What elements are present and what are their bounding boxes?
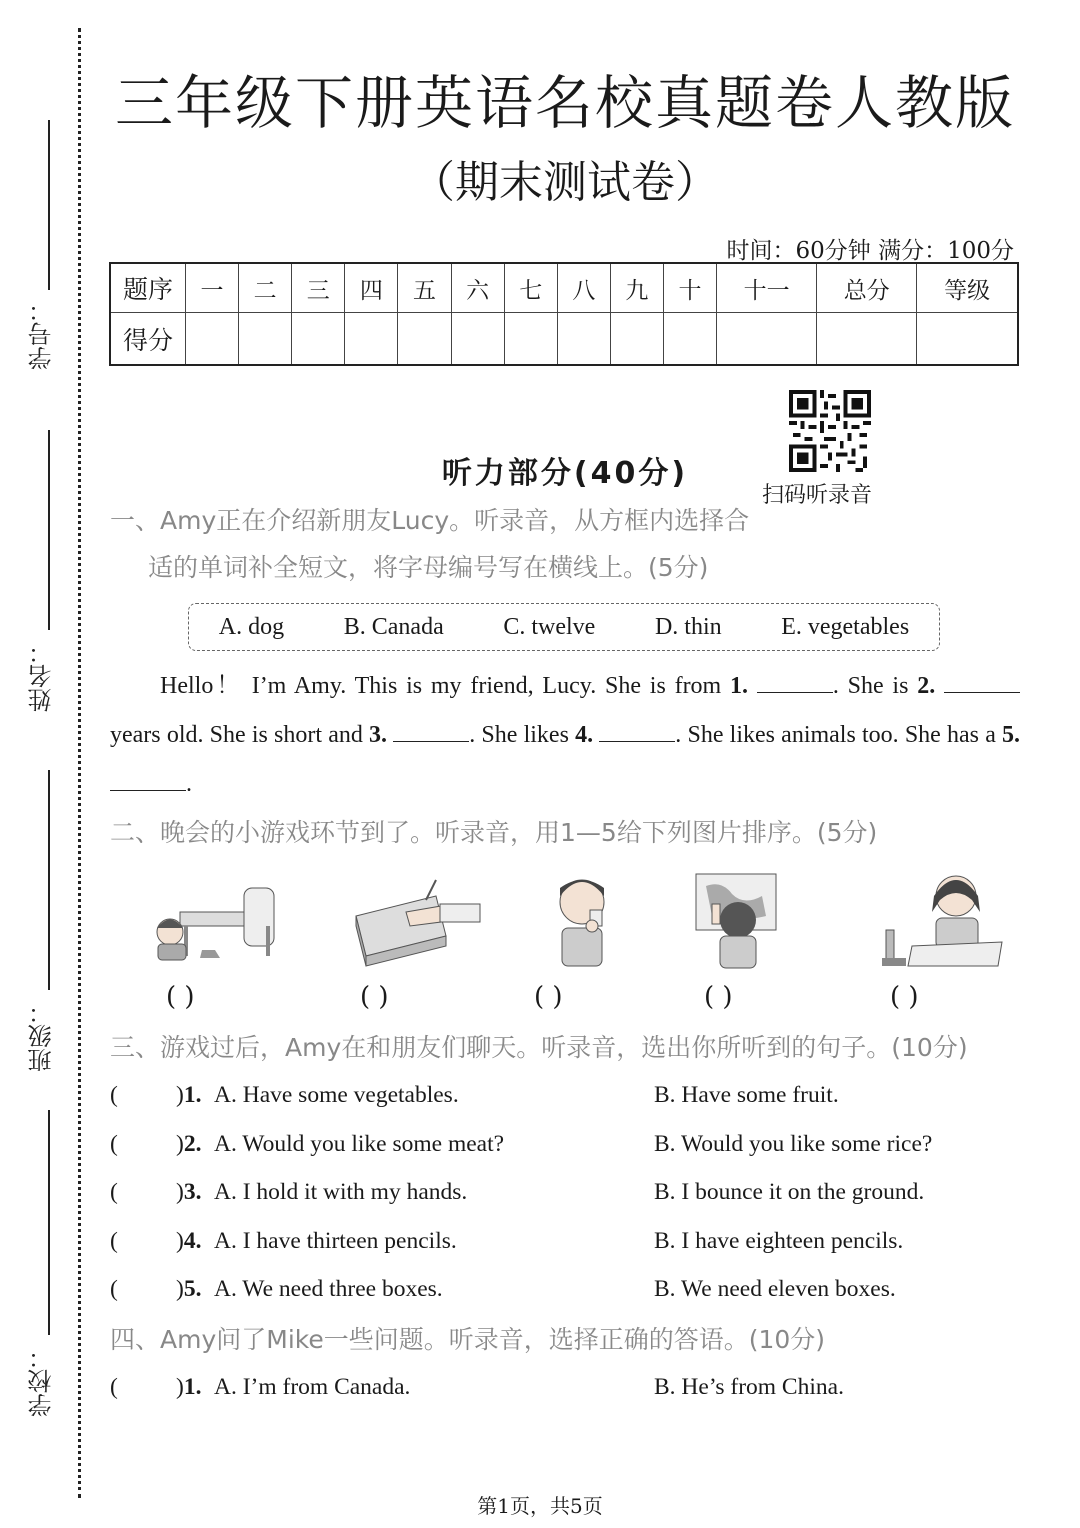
score-table-score-row bbox=[110, 313, 1018, 366]
score-cell bbox=[186, 313, 239, 366]
q3-item-1 bbox=[110, 1082, 1020, 1122]
option-a[interactable]: A. Have some vegetables. bbox=[214, 1082, 459, 1108]
hand-in-box-picture bbox=[346, 866, 486, 976]
score-col-11: 十一 bbox=[717, 263, 817, 313]
score-col-2: 二 bbox=[239, 263, 292, 313]
q2-answer-4[interactable]: ( ) bbox=[704, 982, 733, 1012]
q2-answer-1[interactable]: ( ) bbox=[166, 982, 195, 1012]
qr-caption: 扫码听录音 bbox=[762, 483, 873, 508]
answer-paren-left[interactable]: ( bbox=[110, 1228, 118, 1254]
passage-text: . She is bbox=[832, 673, 918, 699]
blank-number: 3. bbox=[369, 722, 388, 748]
q3-heading: 三、游戏过后，Amy在和朋友们聊天。听录音，选出你所听到的句子。(10分) bbox=[110, 1033, 968, 1062]
q3-item-3 bbox=[110, 1179, 1020, 1219]
option-b[interactable]: B. We need eleven boxes. bbox=[654, 1276, 896, 1302]
score-cell bbox=[817, 313, 917, 366]
score-col-total: 总分 bbox=[817, 263, 917, 313]
score-col-6: 六 bbox=[451, 263, 504, 313]
answer-paren-left[interactable]: ( bbox=[110, 1082, 118, 1108]
passage-text: years old. She is short and bbox=[110, 722, 370, 748]
blank-number: 5. bbox=[1002, 722, 1021, 748]
page-subtitle: （期末测试卷） bbox=[411, 157, 719, 208]
passage-text: . bbox=[186, 771, 192, 797]
option-a[interactable]: A. I hold it with my hands. bbox=[214, 1179, 468, 1205]
school-label: 学校： bbox=[28, 1345, 56, 1417]
q2-heading: 二、晚会的小游戏环节到了。听录音，用1—5给下列图片排序。(5分) bbox=[110, 818, 878, 847]
score-cell bbox=[398, 313, 451, 366]
passage-text: Hello！ I’m Amy. This is my friend, Lucy. She is from bbox=[160, 673, 731, 699]
score-col-grade: 等级 bbox=[917, 263, 1018, 313]
score-cell bbox=[345, 313, 398, 366]
student-id-label: 学号： bbox=[28, 298, 56, 370]
page-footer: 第1页，共5页 bbox=[477, 1494, 603, 1518]
answer-paren-right: )5. bbox=[176, 1276, 202, 1302]
q3-item-5 bbox=[110, 1276, 1020, 1316]
answer-blank-5[interactable] bbox=[110, 768, 186, 791]
binding-dotted-line bbox=[78, 28, 81, 1498]
listening-section-title: 听力部分(40分) bbox=[441, 456, 689, 491]
name-line bbox=[48, 430, 50, 630]
q1-option-d: D. thin bbox=[654, 613, 722, 640]
girl-painting-picture bbox=[872, 866, 1012, 976]
answer-blank-3[interactable] bbox=[393, 719, 469, 742]
boy-drinking-picture bbox=[512, 866, 652, 976]
blank-number: 1. bbox=[730, 673, 749, 699]
q2-answer-5[interactable]: ( ) bbox=[890, 982, 919, 1012]
answer-paren-left[interactable]: ( bbox=[110, 1131, 118, 1157]
answer-paren-right: )1. bbox=[176, 1374, 202, 1400]
score-cell bbox=[292, 313, 345, 366]
score-col-5: 五 bbox=[398, 263, 451, 313]
name-label: 姓名： bbox=[28, 640, 56, 712]
passage-text: . She likes bbox=[469, 722, 576, 748]
score-col-8: 八 bbox=[557, 263, 610, 313]
answer-paren-right: )2. bbox=[176, 1131, 202, 1157]
option-b[interactable]: B. I bounce it on the ground. bbox=[654, 1179, 925, 1205]
q2-answer-2[interactable]: ( ) bbox=[360, 982, 389, 1012]
q4-heading: 四、Amy问了Mike一些问题。听录音，选择正确的答语。(10分) bbox=[110, 1325, 826, 1354]
score-cell bbox=[239, 313, 292, 366]
answer-paren-left[interactable]: ( bbox=[110, 1179, 118, 1205]
option-b[interactable]: B. I have eighteen pencils. bbox=[654, 1228, 904, 1254]
score-cell bbox=[610, 313, 663, 366]
option-b[interactable]: B. Would you like some rice? bbox=[654, 1131, 933, 1157]
q1-option-e: E. vegetables bbox=[781, 613, 910, 640]
q1-option-a: A. dog bbox=[218, 613, 285, 640]
score-col-4: 四 bbox=[345, 263, 398, 313]
passage-text: . She likes animals too. She has a bbox=[675, 722, 1003, 748]
answer-blank-4[interactable] bbox=[599, 719, 675, 742]
girl-under-bed-picture bbox=[140, 866, 280, 976]
score-cell bbox=[717, 313, 817, 366]
answer-paren-left[interactable]: ( bbox=[110, 1276, 118, 1302]
q1-option-b: B. Canada bbox=[343, 613, 444, 640]
boy-with-map-picture bbox=[682, 866, 822, 976]
score-col-10: 十 bbox=[663, 263, 716, 313]
q1-passage bbox=[110, 662, 1020, 809]
q1-word-box bbox=[188, 603, 940, 651]
option-a[interactable]: A. I’m from Canada. bbox=[214, 1374, 411, 1400]
q1-heading-line2: 适的单词补全短文，将字母编号写在横线上。(5分) bbox=[148, 553, 709, 582]
page-title: 三年级下册英语名校真题卷人教版 bbox=[114, 69, 1015, 137]
q4-item-1 bbox=[110, 1374, 1020, 1414]
q2-answer-3[interactable]: ( ) bbox=[534, 982, 563, 1012]
q1-heading-line1: 一、Amy正在介绍新朋友Lucy。听录音，从方框内选择合 bbox=[110, 506, 750, 535]
answer-paren-right: )3. bbox=[176, 1179, 202, 1205]
q3-item-2 bbox=[110, 1131, 1020, 1171]
school-line bbox=[48, 1110, 50, 1335]
class-label: 班级： bbox=[28, 1000, 56, 1072]
score-cell bbox=[663, 313, 716, 366]
blank-number: 2. bbox=[917, 673, 936, 699]
option-a[interactable]: A. I have thirteen pencils. bbox=[214, 1228, 457, 1254]
option-b[interactable]: B. Have some fruit. bbox=[654, 1082, 839, 1108]
score-col-3: 三 bbox=[292, 263, 345, 313]
q1-option-c: C. twelve bbox=[503, 613, 596, 640]
score-table bbox=[109, 262, 1019, 366]
answer-paren-left[interactable]: ( bbox=[110, 1374, 118, 1400]
q3-item-4 bbox=[110, 1228, 1020, 1268]
score-cell bbox=[557, 313, 610, 366]
score-col-9: 九 bbox=[610, 263, 663, 313]
answer-paren-right: )4. bbox=[176, 1228, 202, 1254]
blank-number: 4. bbox=[575, 722, 594, 748]
exam-info: 时间：60分钟 满分：100分 bbox=[726, 238, 1014, 264]
student-id-line bbox=[48, 120, 50, 290]
score-cell bbox=[504, 313, 557, 366]
option-a[interactable]: A. We need three boxes. bbox=[214, 1276, 443, 1302]
score-col-1: 一 bbox=[186, 263, 239, 313]
answer-blank-1[interactable] bbox=[757, 670, 833, 693]
score-cell bbox=[451, 313, 504, 366]
score-col-7: 七 bbox=[504, 263, 557, 313]
q2-pictures bbox=[110, 866, 1020, 1016]
class-line bbox=[48, 770, 50, 990]
score-table-row-header: 题序 bbox=[110, 263, 186, 313]
option-a[interactable]: A. Would you like some meat? bbox=[214, 1131, 505, 1157]
answer-paren-right: )1. bbox=[176, 1082, 202, 1108]
answer-blank-2[interactable] bbox=[944, 670, 1020, 693]
option-b[interactable]: B. He’s from China. bbox=[654, 1374, 844, 1400]
score-cell bbox=[917, 313, 1018, 366]
score-table-header-row bbox=[110, 263, 1018, 313]
score-table-score-header: 得分 bbox=[110, 313, 186, 366]
